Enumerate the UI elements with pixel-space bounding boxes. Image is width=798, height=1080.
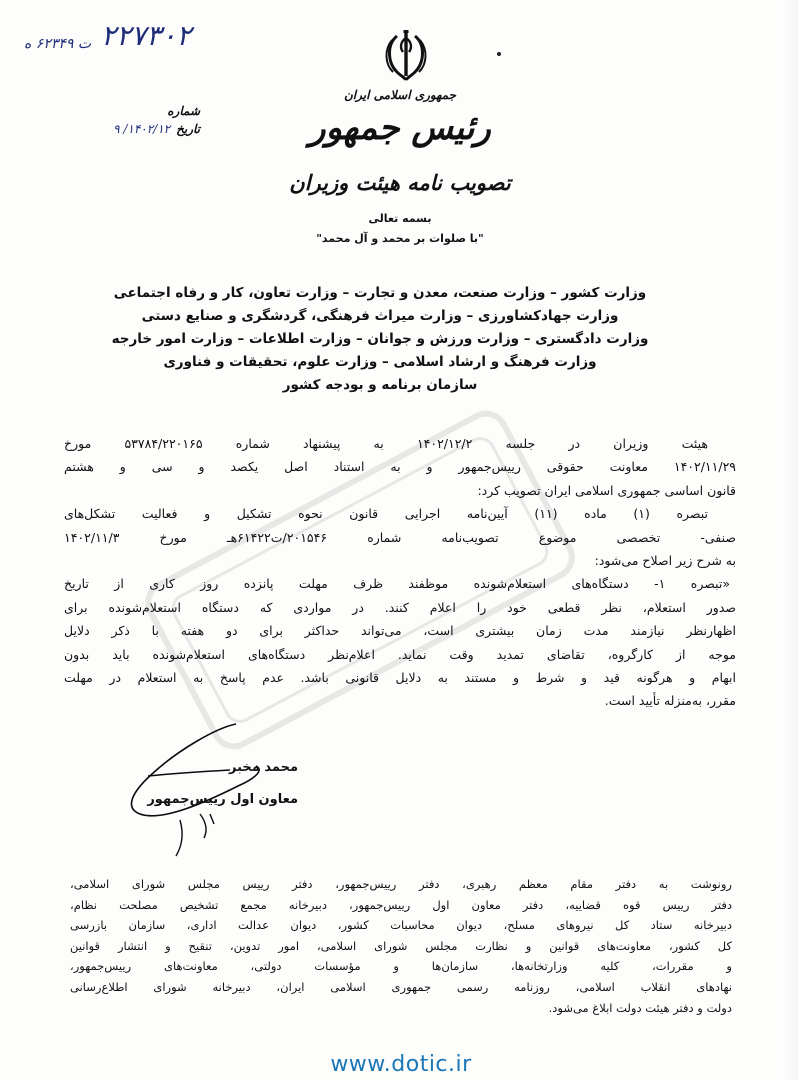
- copy-line: دبیرخانه ستاد کل نیروهای مسلح، دیوان محاسبات کشور، دیوان عدالت اداری، سازمان بازرسی: [70, 918, 732, 933]
- copy-line: و مقررات، کلیه وزارتخانه‌ها، سازمان‌ها و مؤسسات دولتی، معاونت‌های رییس‌جمهور،: [70, 959, 732, 974]
- recipient-line: وزارت جهادکشاورزی – وزارت میراث فرهنگی، گردشگری و صنایع دستی: [141, 308, 619, 324]
- decree-body: [64, 432, 736, 713]
- handwritten-signature: [118, 716, 268, 866]
- recipient-line: وزارت فرهنگ و ارشاد اسلامی – وزارت علوم، تحقیقات و فناوری: [163, 354, 597, 370]
- recipient-line: سازمان برنامه و بودجه کشور: [282, 377, 478, 393]
- recipient-line: وزارت کشور – وزارت صنعت، معدن و تجارت – وزارت تعاون، کار و رفاه اجتماعی: [113, 285, 647, 301]
- body-line: ابهام و هرگونه قید و شرط و مستند به دلایل قانونی باشد. عدم پاسخ به استعلام در مهلت: [64, 670, 736, 686]
- body-line: ۱۴۰۲/۱۱/۲۹ معاونت حقوقی رییس‌جمهور و به استناد اصل یکصد و سی و هشتم: [64, 459, 736, 475]
- copy-line: دفتر رییس قوه قضاییه، دفتر معاون اول رییس‌جمهور، دبیرخانه مجمع تشخیص مصلحت نظام،: [70, 897, 732, 912]
- serial-number-block: [24, 18, 244, 52]
- copy-line: نهادهای انقلاب اسلامی، روزنامه رسمی جمهوری اسلامی ایران، دبیرخانه شورای اطلاع‌رسانی: [70, 979, 732, 994]
- salutation: "با صلوات بر محمد و آل محمد": [316, 232, 484, 245]
- invocation: بسمه تعالی: [368, 212, 432, 225]
- body-line: تبصره (۱) ماده (۱۱) آیین‌نامه اجرایی قانون نحوه تشکیل و فعالیت تشکل‌های: [64, 506, 709, 522]
- recipient-line: وزارت دادگستری – وزارت ورزش و جوانان – وزارت اطلاعات – وزارت امور خارجه: [111, 331, 649, 347]
- body-line: قانون اساسی جمهوری اسلامی ایران تصویب کرد:: [477, 482, 736, 498]
- body-line: هیئت وزیران در جلسه ۱۴۰۲/۱۲/۲ به پیشنهاد شماره ۵۳۷۸۴/۲۲۰۱۶۵ مورخ: [64, 436, 708, 451]
- body-line: اظهارنظر نیازمند مدت زمان بیشتری است، می‌تواند حداکثر برای دو هفته با ذکر دلایل: [64, 623, 736, 639]
- document-type: تصویب نامه هیئت وزیران: [289, 170, 511, 195]
- copy-line: دولت و دفتر هیئت دولت ابلاغ می‌شود.: [548, 1000, 732, 1015]
- signatory-title: معاون اول رییس‌جمهور: [147, 792, 298, 807]
- distribution-list: [70, 874, 732, 1018]
- serial-number: ۲۲۷۳۰۲: [101, 19, 192, 52]
- signatory-name: محمد مخبر: [229, 760, 298, 775]
- country-name: جمهوری اسلامی ایران: [343, 88, 457, 102]
- office-title: رئیس جمهور: [309, 108, 491, 148]
- date-value: ۱۴۰۲/۱۲/ ۹: [113, 122, 171, 136]
- number-label: شماره: [167, 104, 200, 118]
- copy-line: رونوشت به دفتر مقام معظم رهبری، دفتر رییس‌جمهور، دفتر رییس مجلس شورای اسلامی،: [70, 877, 732, 891]
- ink-dot: [497, 52, 501, 56]
- number-date-block: [40, 102, 200, 138]
- body-line: صدور استعلام، نظر قطعی خود را اعلام کنند. در مواردی که دستگاه استعلام‌شونده برای: [64, 599, 736, 615]
- iran-emblem-icon: [381, 30, 431, 84]
- recipients-list: [90, 282, 670, 397]
- body-line: مقرر، به‌منزله تأیید است.: [604, 693, 736, 709]
- body-line: «تبصره ۱- دستگاه‌های استعلام‌شونده موظفند ظرف مهلت پانزده روز کاری از تاریخ: [64, 576, 730, 592]
- page-edge: [782, 0, 798, 1080]
- serial-prefix: ت ۶۲۳۴۹ ه: [24, 36, 92, 52]
- date-label: تاریخ: [176, 122, 200, 136]
- copy-line: کل کشور، معاونت‌های قوانین و نظارت مجلس شورای اسلامی، امور تدوین، تنقیح و انتشار قوانین: [70, 938, 732, 953]
- body-line: موجه از کارگروه، تقاضای تمدید وقت نماید. اعلام‌نظر دستگاه‌های استعلام‌شونده باید بدون: [64, 646, 736, 662]
- source-url-link[interactable]: www.dotic.ir: [330, 1052, 472, 1077]
- body-line: صنفی- تخصصی موضوع تصویب‌نامه شماره ۲۰۱۵۴۶/ت۶۱۴۲۲هـ مورخ ۱۴۰۲/۱۱/۳: [64, 529, 736, 545]
- body-line: به شرح زیر اصلاح می‌شود:: [594, 553, 736, 569]
